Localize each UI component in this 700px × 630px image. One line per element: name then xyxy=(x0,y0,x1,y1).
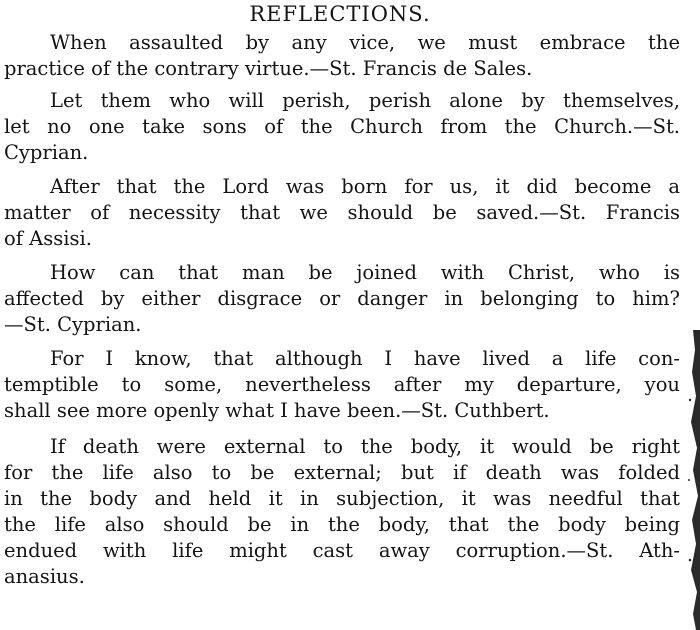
quote-6 xyxy=(4,434,680,590)
quote-line: After that the Lord was born for us, it did become a xyxy=(50,175,680,198)
quote-line: let no one take sons of the Church from the Church.—St. xyxy=(4,115,680,138)
quote-line: matter of necessity that we should be saved.—St. Francis xyxy=(4,201,680,224)
quote-line: —St. Cyprian. xyxy=(4,313,142,336)
quote-line: How can that man be joined with Christ, who is xyxy=(50,261,680,284)
quote-line: affected by either disgrace or danger in belonging to him? xyxy=(4,287,680,310)
quote-line: practice of the contrary virtue.—St. Francis de Sales. xyxy=(4,57,533,80)
quote-2 xyxy=(4,88,680,166)
quote-line: When assaulted by any vice, we must embrace the xyxy=(50,31,680,54)
quote-line: Cyprian. xyxy=(4,141,89,164)
quote-line: shall see more openly what I have been.—St. Cuthbert. xyxy=(4,399,550,422)
quote-1 xyxy=(4,30,680,82)
quote-3 xyxy=(4,174,680,252)
quote-5 xyxy=(4,346,680,424)
quote-line: of Assisi. xyxy=(4,227,92,250)
quote-line: Let them who will perish, perish alone by themselves, xyxy=(50,89,680,112)
quote-line: endued with life might cast away corruption.—St. Ath- xyxy=(4,539,680,562)
quote-line: the life also should be in the body, that the body being xyxy=(4,513,680,536)
quote-4 xyxy=(4,260,680,338)
quote-line: For I know, that although I have lived a life con- xyxy=(50,347,680,370)
heading: REFLECTIONS. xyxy=(249,2,431,26)
quote-line: anasius. xyxy=(4,565,85,588)
quote-line: for the life also to be external; but if death was folded xyxy=(4,461,680,484)
torn-paper-edge xyxy=(684,330,700,630)
quote-line: temptible to some, nevertheless after my departure, you xyxy=(4,373,680,396)
quote-line: If death were external to the body, it would be right xyxy=(50,435,680,458)
quote-line: in the body and held it in subjection, it was needful that xyxy=(4,487,680,510)
